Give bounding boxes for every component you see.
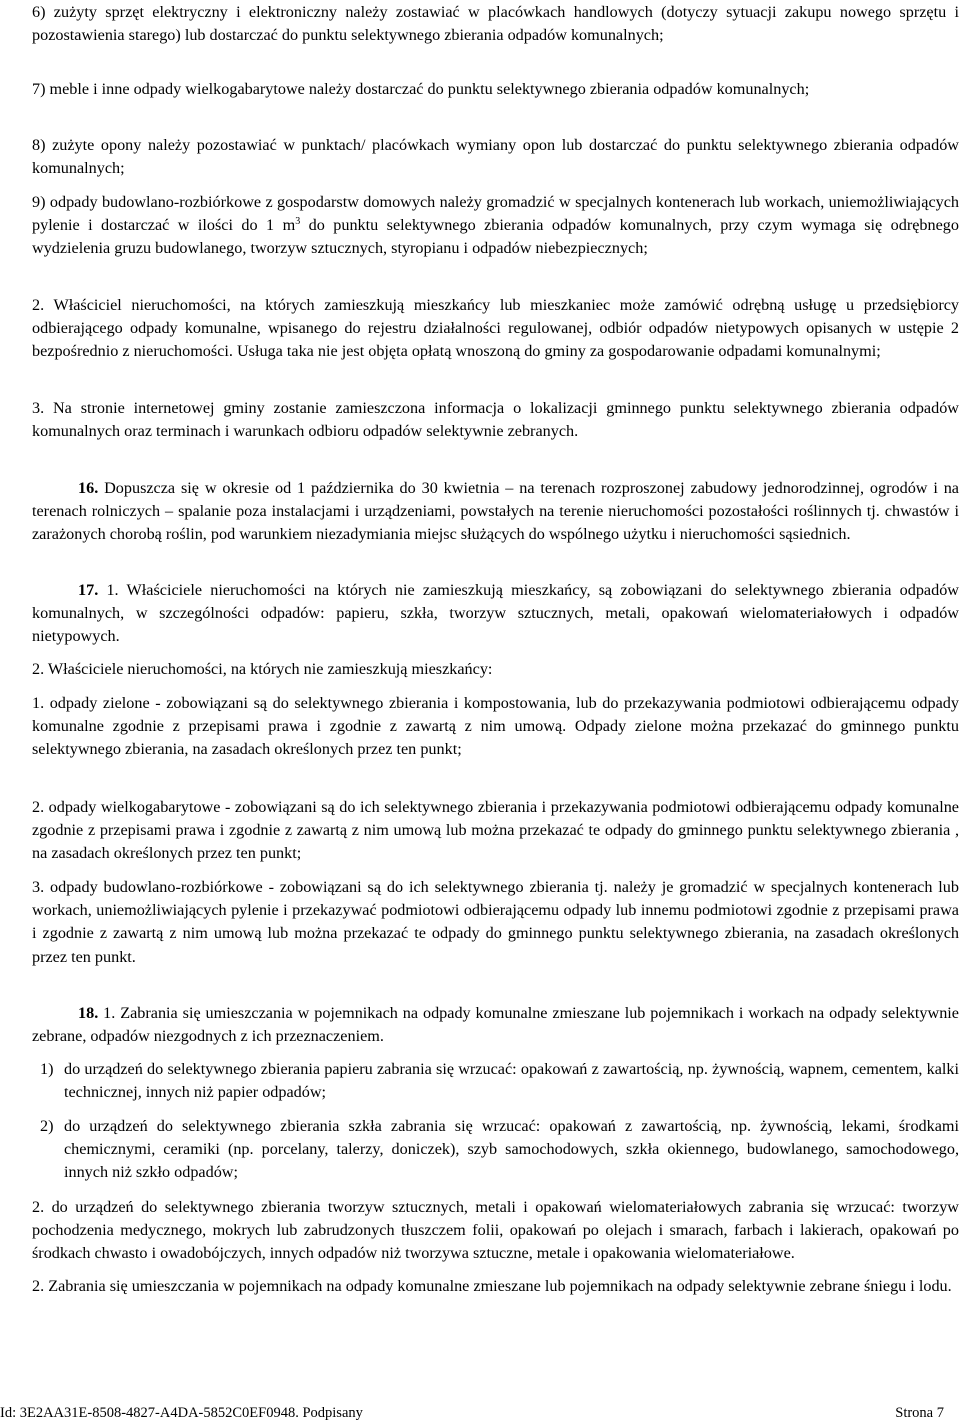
document-id: Id: 3E2AA31E-8508-4827-A4DA-5852C0EF0948. Podpisany — [0, 1405, 363, 1421]
section-18-paragraph: 18. 1. Zabrania się umieszczania w pojemnikach na odpady komunalne zmieszane lub pojemnikach i workach na odpady selektywnie zebrane, odpadów niezgodnych z ich przeznaczeniem. — [32, 1004, 959, 1046]
superscript: 3 — [295, 216, 301, 228]
section-17-2-item-2: 2. odpady wielkogabarytowe - zobowiązani są do ich selektywnego zbierania i przekazywania podmiotowi odbierającemu odpady komunalne zgodnie z przepisami prawa i zgodnie z zawartą z nim umową lub można przekazać te odpady do gminnego punktu selektywnego zbierania , na zasadach określonych przez ten punkt; — [32, 798, 959, 863]
section-17-2-item-3: 3. odpady budowlano-rozbiórkowe - zobowiązani są do ich selektywnego zbierania tj. należy je gromadzić w specjalnych kontenerach lub workach, uniemożliwiających pylenie i przekazywać podmiotowi odbierającemu odpady lub innemu podmiotowi zgodnie z przepisami prawa i zgodnie z zawartą z nim umową lub można przekazać te odpady do gminnego punktu selektywnego zbierania, na zasadach określonych przez ten punkt. — [32, 878, 959, 966]
document-page: 6) zużyty sprzęt elektryczny i elektroniczny należy zostawiać w placówkach handlowych (dotyczy sytuacji zakupu nowego sprzętu i pozostawienia starego) lub dostarczać do punktu selektywnego zbierania odpadów komunalnych; 7) meble i inne odpady wielkogabarytowe należy dostarczać do punktu selektywnego zbierania odpadów komunalnych; 8) zużyte opony należy pozostawiać w punktach/ placówkach wymiany opon lub dostarczać do punktu selektywnego zbierania odpadów komunalnych; 9) odpady budowlano-rozbiórkowe z gospodarstw domowych należy gromadzić w specjalnych kontenerach lub workach, uniemożliwiających pylenie i dostarczać w ilości do 1 $m^3$ do punktu selektywnego zbierania odpadów komunalnych, przy czym wymaga się odrębnego wydzielenia gruzu budowlanego, tworzyw sztucznych, styropianu i odpadów niebezpiecznych; 2. Właściciel nieruchomości, na których zamieszkują mieszkańcy lub mieszkaniec może zamówić odrębną usługę u przedsiębiorcy odbierającego odpady komunalne, wpisanego do rejestru działalności regulowanej, odbiór odpadów nietypowych opisanych w ustępie 2 bezpośrednio z nieruchomości. Usługa taka nie jest objęta opłatą wnoszoną do gminy za gospodarowanie odpadami komunalnymi; 3. Na stronie internetowej gminy zostanie zamieszczona informacja o lokalizacji gminnego punktu selektywnego zbierania odpadów komunalnych oraz terminach i warunkach odbioru odpadów selektywnie zebranych. 16. Dopuszcza się w okresie od 1 października do 30 kwietnia – na terenach rozproszonej zabudowy jednorodzinnej, ogrodów i na terenach rolniczych – spalanie poza instalacjami i urządzeniami, powstałych na terenie nieruchomości pozostałości roślinnych tj. chwastów i zarażonych chorobą roślin, pod warunkiem niezadymiania miejsc służących do wspólnego użytku i nieruchomości sąsiednich. 17. 1. Właściciele nieruchomości na których nie zamieszkują mieszkańcy, są zobowiązani do selektywnego zbierania odpadów komunalnych, w szczególności odpadów: papieru, szkła, tworzyw sztucznych, metali, opakowań wielomateriałowych i odpadów nietypowych. 2. Właściciele nieruchomości, na których nie zamieszkują mieszkańcy: 1. odpady zielone - zobowiązani są do selektywnego zbierania i kompostowania, lub do przekazywania podmiotowi odbierającemu odpady komunalne zgodnie z przepisami prawa i zgodnie z zawartą z nim umową. Odpady zielone można przekazać do gminnego punktu selektywnego zbierania, na zasadach określonych przez ten punkt; 2. odpady wielkogabarytowe - zobowiązani są do ich selektywnego zbierania i przekazywania podmiotowi odbierającemu odpady komunalne zgodnie z przepisami prawa i zgodnie z zawartą z nim umową lub można przekazać te odpady do gminnego punktu selektywnego zbierania , na zasadach określonych przez ten punkt; 3. odpady budowlano-rozbiórkowe - zobowiązani są do ich selektywnego zbierania tj. należy je gromadzić w specjalnych kontenerach lub workach, uniemożliwiających pylenie i przekazywać podmiotowi odbierającemu odpady lub innemu podmiotowi zgodnie z przepisami prawa i zgodnie z zawartą z nim umową lub można przekazać te odpady do gminnego punktu selektywnego zbierania, na zasadach określonych przez ten punkt. 18. 1. Zabrania się umieszczania w pojemnikach na odpady komunalne zmieszane lub pojemnikach i workach na odpady selektywnie zebrane, odpadów niezgodnych z ich przeznaczeniem. 1) do urządzeń do selektywnego zbierania papieru zabrania się wrzucać: opakowań z zawartością, np. żywnością, wapnem, cementem, kalki technicznej, innych niż papier odpadów; 2) do urządzeń do selektywnego zbierania szkła zabrania się wrzucać: opakowań z zawartością, np. żywnością, lekami, środkami chemicznymi, ceramiki (np. porcelany, talerzy, doniczek), szyb samochodowych, szkła okiennego, budowlanego, samochodowego, innych niż szkło odpadów; 2. do urządzeń do selektywnego zbierania tworzyw sztucznych, metali i opakowań wielomateriałowych zabrania się wrzucać: tworzyw pochodzenia medycznego, mokrych lub zabrudzonych tłuszczem folii, opakowań po olejach i smarach, farbach i lakierach, opakowań po środkach chwasto i owadobójczych, innych odpadów niż tworzywa sztuczne, metale i opakowania wielomateriałowe. 2. Zabrania się umieszczania w pojemnikach na odpady komunalne zmieszane lub pojemnikach na odpady selektywnie zebrane śniegu i lodu. — [32, 0, 959, 1428]
section-18-number: 18. — [78, 1004, 99, 1022]
section-16-paragraph: 16. Dopuszcza się w okresie od 1 października do 30 kwietnia – na terenach rozproszonej zabudowy jednorodzinnej, ogrodów i na terenach rolniczych – spalanie poza instalacjami i urządzeniami, powstałych na terenie nieruchomości pozostałości roślinnych tj. chwastów i zarażonych chorobą roślin, pod warunkiem niezadymiania miejsc służących do wspólnego użytku i nieruchomości sąsiednich. — [32, 479, 959, 544]
section-17-2-item-1: 1. odpady zielone - zobowiązani są do selektywnego zbierania i kompostowania, lub do przekazywania podmiotowi odbierającemu odpady komunalne zgodnie z przepisami prawa i zgodnie z zawartą z nim umową. Odpady zielone można przekazać do gminnego punktu selektywnego zbierania, na zasadach określonych przez ten punkt; — [32, 694, 959, 759]
section-16-number: 16. — [78, 479, 99, 497]
section-18-paragraph-2: 2. Zabrania się umieszczania w pojemnikach na odpady komunalne zmieszane lub pojemnikach na odpady selektywnie zebrane śniegu i lodu. — [32, 1277, 952, 1295]
section-3-paragraph: 3. Na stronie internetowej gminy zostanie zamieszczona informacja o lokalizacji gminnego punktu selektywnego zbierania odpadów komunalnych oraz terminach i warunkach odbioru odpadów selektywnie zebranych. — [32, 399, 959, 441]
list-item-7: 7) meble i inne odpady wielkogabarytowe należy dostarczać do punktu selektywnego zbierania odpadów komunalnych; — [32, 80, 810, 98]
section-17-number: 17. — [78, 581, 99, 599]
section-2-paragraph: 2. Właściciel nieruchomości, na których zamieszkują mieszkańcy lub mieszkaniec może zamówić odrębną usługę u przedsiębiorcy odbierającego odpady komunalne, wpisanego do rejestru działalności regulowanej, odbiór odpadów nietypowych opisanych w ustępie 2 bezpośrednio z nieruchomości. Usługa taka nie jest objęta opłatą wnoszoną do gminy za gospodarowanie odpadami komunalnymi; — [32, 296, 959, 361]
page-footer — [0, 1405, 944, 1427]
list-item-6: 6) zużyty sprzęt elektryczny i elektroniczny należy zostawiać w placówkach handlowych (dotyczy sytuacji zakupu nowego sprzętu i pozostawienia starego) lub dostarczać do punktu selektywnego zbierania odpadów komunalnych; — [32, 3, 959, 45]
section-17-paragraph: 17. 1. Właściciele nieruchomości na których nie zamieszkują mieszkańcy, są zobowiązani do selektywnego zbierania odpadów komunalnych, w szczególności odpadów: papieru, szkła, tworzyw sztucznych, metali, opakowań wielomateriałowych i odpadów nietypowych. — [32, 581, 959, 646]
section-17-2-paragraph: 2. Właściciele nieruchomości, na których nie zamieszkują mieszkańcy: — [32, 660, 493, 678]
list-item-9: 9) odpady budowlano-rozbiórkowe z gospodarstw domowych należy gromadzić w specjalnych kontenerach lub workach, uniemożliwiających pylenie i dostarczać w ilości do 1 $m^3$ do punktu selektywnego zbierania odpadów komunalnych, przy czym wymaga się odrębnego wydzielenia gruzu budowlanego, tworzyw sztucznych, styropianu i odpadów niebezpiecznych; — [32, 193, 959, 258]
section-18-item-3: 2. do urządzeń do selektywnego zbierania tworzyw sztucznych, metali i opakowań wielomateriałowych zabrania się wrzucać: tworzyw pochodzenia medycznego, mokrych lub zabrudzonych tłuszczem folii, opakowań po olejach i smarach, farbach i lakierach, opakowań po środkach chwasto i owadobójczych, innych odpadów niż tworzywa sztuczne, metale i opakowania wielomateriałowe. — [32, 1198, 959, 1263]
list-item-8: 8) zużyte opony należy pozostawiać w punktach/ placówkach wymiany opon lub dostarczać do punktu selektywnego zbierania odpadów komunalnych; — [32, 136, 959, 178]
page-number: Strona 7 — [895, 1405, 944, 1421]
